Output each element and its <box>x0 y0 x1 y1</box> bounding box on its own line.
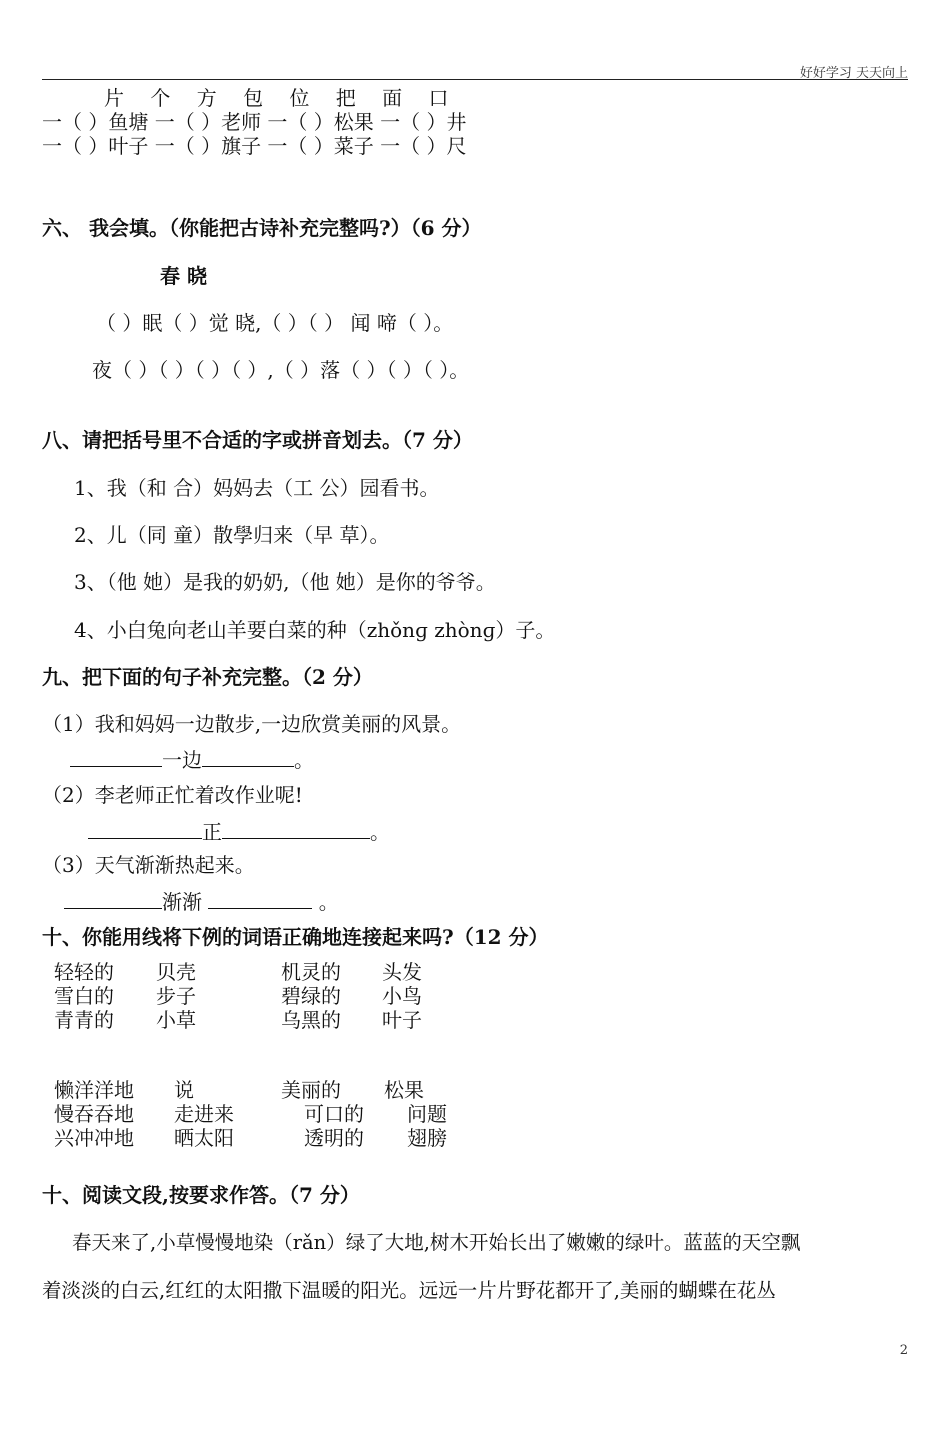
s9-question-3: （3）天气渐渐热起来。 <box>42 853 255 877</box>
match-word[interactable]: 问题 <box>407 1102 447 1126</box>
match-word[interactable]: 走进来 <box>174 1102 234 1126</box>
answer-blank[interactable] <box>88 820 202 839</box>
answer-blank[interactable] <box>222 820 370 839</box>
poem-line-2: 夜（ ）（ ）（ ）（ ）,（ ）落（ ）（ ）（ ）。 <box>92 358 470 382</box>
s9-answer-3: 渐渐 。 <box>64 890 339 914</box>
reading-paragraph-line-1: 春天来了,小草慢慢地染（rǎn）绿了大地,树木开始长出了嫩嫩的绿叶。蓝蓝的天空飘 <box>72 1231 801 1254</box>
match-word[interactable]: 青青的 <box>54 1008 114 1032</box>
header-rule <box>42 79 908 80</box>
match-word[interactable]: 美丽的 <box>281 1078 341 1102</box>
reading-paragraph-line-2: 着淡淡的白云,红红的太阳撒下温暖的阳光。远远一片片野花都开了,美丽的蝴蝶在花丛 <box>42 1279 776 1302</box>
s8-item-2: 2、儿（同 童）散學归来（早 草）。 <box>74 523 390 547</box>
measure-word-row-2: 一（ ）叶子 一（ ）旗子 一（ ）菜子 一（ ）尺 <box>42 134 467 158</box>
match-word[interactable]: 轻轻的 <box>54 960 114 984</box>
match-word[interactable]: 翅膀 <box>407 1126 447 1150</box>
s8-item-3: 3、（他 她）是我的奶奶,（他 她）是你的爷爷。 <box>74 570 496 594</box>
section-reading-title: 十、阅读文段,按要求作答。（7 分） <box>42 1183 360 1207</box>
match-word[interactable]: 可口的 <box>304 1102 364 1126</box>
s8-item-1: 1、我（和 合）妈妈去（工 公）园看书。 <box>74 476 440 500</box>
answer-blank[interactable] <box>208 890 312 909</box>
match-word[interactable]: 头发 <box>382 960 422 984</box>
match-word[interactable]: 兴冲冲地 <box>54 1126 134 1150</box>
section-9-title: 九、把下面的句子补充完整。（2 分） <box>42 665 373 689</box>
s9-answer-1: 一边 。 <box>70 748 314 772</box>
match-word[interactable]: 叶子 <box>382 1008 422 1032</box>
measure-word-row-1: 一（ ）鱼塘 一（ ）老师 一（ ）松果 一（ ）井 <box>42 110 467 134</box>
section-10-title: 十、你能用线将下例的词语正确地连接起来吗?（12 分） <box>42 925 549 949</box>
match-word[interactable]: 碧绿的 <box>281 984 341 1008</box>
measure-word-options: 片 个 方 包 位 把 面 口 <box>104 86 449 110</box>
match-word[interactable]: 贝壳 <box>156 960 196 984</box>
match-word[interactable]: 晒太阳 <box>174 1126 234 1150</box>
match-word[interactable]: 透明的 <box>304 1126 364 1150</box>
match-word[interactable]: 懒洋洋地 <box>54 1078 134 1102</box>
match-word[interactable]: 小草 <box>156 1008 196 1032</box>
match-word[interactable]: 步子 <box>156 984 196 1008</box>
s9-question-2: （2）李老师正忙着改作业呢! <box>42 783 303 807</box>
page-number: 2 <box>899 1343 908 1358</box>
match-word[interactable]: 乌黑的 <box>281 1008 341 1032</box>
section-8-title: 八、请把括号里不合适的字或拼音划去。（7 分） <box>42 428 473 452</box>
s8-item-4: 4、小白兔向老山羊要白菜的种（zhǒnɡ zhònɡ）子。 <box>74 618 556 642</box>
answer-blank[interactable] <box>70 748 162 767</box>
match-word[interactable]: 机灵的 <box>281 960 341 984</box>
match-word[interactable]: 松果 <box>384 1078 424 1102</box>
poem-title: 春 晓 <box>160 264 207 288</box>
match-word[interactable]: 慢吞吞地 <box>54 1102 134 1126</box>
poem-line-1: （ ）眠（ ）觉 晓,（ ）（ ） 闻 啼（ ）。 <box>96 311 454 335</box>
page-header: 好好学习 天天向上 <box>799 66 908 81</box>
match-word[interactable]: 雪白的 <box>54 984 114 1008</box>
answer-blank[interactable] <box>64 890 162 909</box>
s9-question-1: （1）我和妈妈一边散步,一边欣赏美丽的风景。 <box>42 712 462 736</box>
answer-blank[interactable] <box>202 748 294 767</box>
s9-answer-2: 正 。 <box>88 820 390 844</box>
match-word[interactable]: 小鸟 <box>382 984 422 1008</box>
section-6-title: 六、 我会填。（你能把古诗补充完整吗?）（6 分） <box>42 216 482 240</box>
match-word[interactable]: 说 <box>174 1078 194 1102</box>
